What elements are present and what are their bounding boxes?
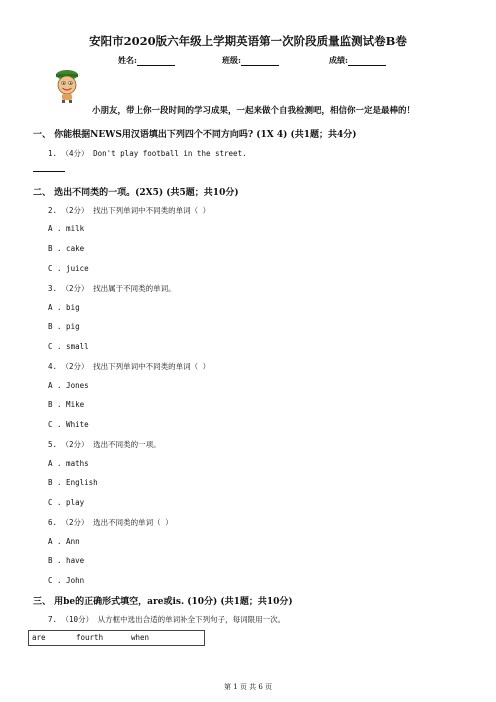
question-4-option-b: B . Mike (48, 400, 85, 409)
question-6-option-c: C . John (48, 576, 85, 585)
score-label: 成绩: (329, 55, 348, 65)
question-3: 3. （2分） 找出属于不同类的单词。 (48, 284, 176, 293)
question-2-option-a: A . milk (48, 224, 85, 233)
name-field (118, 55, 175, 66)
question-4-option-a: A . Jones (48, 381, 89, 390)
question-6-option-b: B . have (48, 556, 85, 565)
question-3-option-c: C . small (48, 342, 89, 351)
mascot-illustration (52, 68, 82, 104)
section-1-heading: 一、 你能根据NEWS用汉语填出下列四个不同方向吗? (1X 4) (共1题；共4分) (33, 130, 357, 140)
section-2-heading: 二、 选出不同类的一项。(2X5) (共5题；共10分) (33, 188, 239, 198)
answer-line (33, 171, 65, 172)
question-5-option-b: B . English (48, 478, 98, 487)
name-blank (137, 57, 175, 66)
question-2-option-c: C . juice (48, 264, 89, 273)
page-footer: 第 1 页 共 6 页 (223, 683, 273, 691)
question-3-option-a: A . big (48, 303, 80, 312)
word-bank-item: when (131, 633, 150, 642)
score-field (329, 55, 386, 66)
word-bank-item: are (32, 633, 46, 642)
question-4: 4. （2分） 找出下列单词中不同类的单词（ ） (48, 362, 211, 371)
question-7: 7. （10分） 从方框中选出合适的单词补全下列句子，每词限用一次。 (48, 615, 286, 624)
question-2: 2. （2分） 找出下列单词中不同类的单词（ ） (48, 206, 211, 215)
question-5: 5. （2分） 选出不同类的一项。 (48, 440, 161, 449)
page-title: 安阳市2020版六年级上学期英语第一次阶段质量监测试卷B卷 (89, 34, 407, 48)
word-bank-box (28, 630, 205, 646)
question-6-option-a: A . Ann (48, 537, 80, 546)
question-3-option-b: B . pig (48, 322, 80, 331)
question-4-option-c: C . White (48, 420, 89, 429)
class-field (222, 55, 279, 66)
question-1: 1. （4分） Don't play football in the street. (48, 149, 247, 158)
question-5-option-a: A . maths (48, 459, 89, 468)
word-bank-item: fourth (76, 633, 104, 642)
encouragement-text: 小朋友，带上你一段时间的学习成果，一起来做个自我检测吧，相信你一定是最棒的！ (92, 106, 416, 116)
name-label: 姓名: (118, 55, 137, 65)
question-2-option-b: B . cake (48, 244, 85, 253)
section-3-heading: 三、 用be的正确形式填空，are或is. (10分) (共1题；共10分) (33, 597, 293, 607)
score-blank (348, 57, 386, 66)
class-blank (241, 57, 279, 66)
question-6: 6. （2分） 选出不同类的单词（ ） (48, 518, 173, 527)
question-5-option-c: C . play (48, 498, 85, 507)
class-label: 班级: (222, 55, 241, 65)
